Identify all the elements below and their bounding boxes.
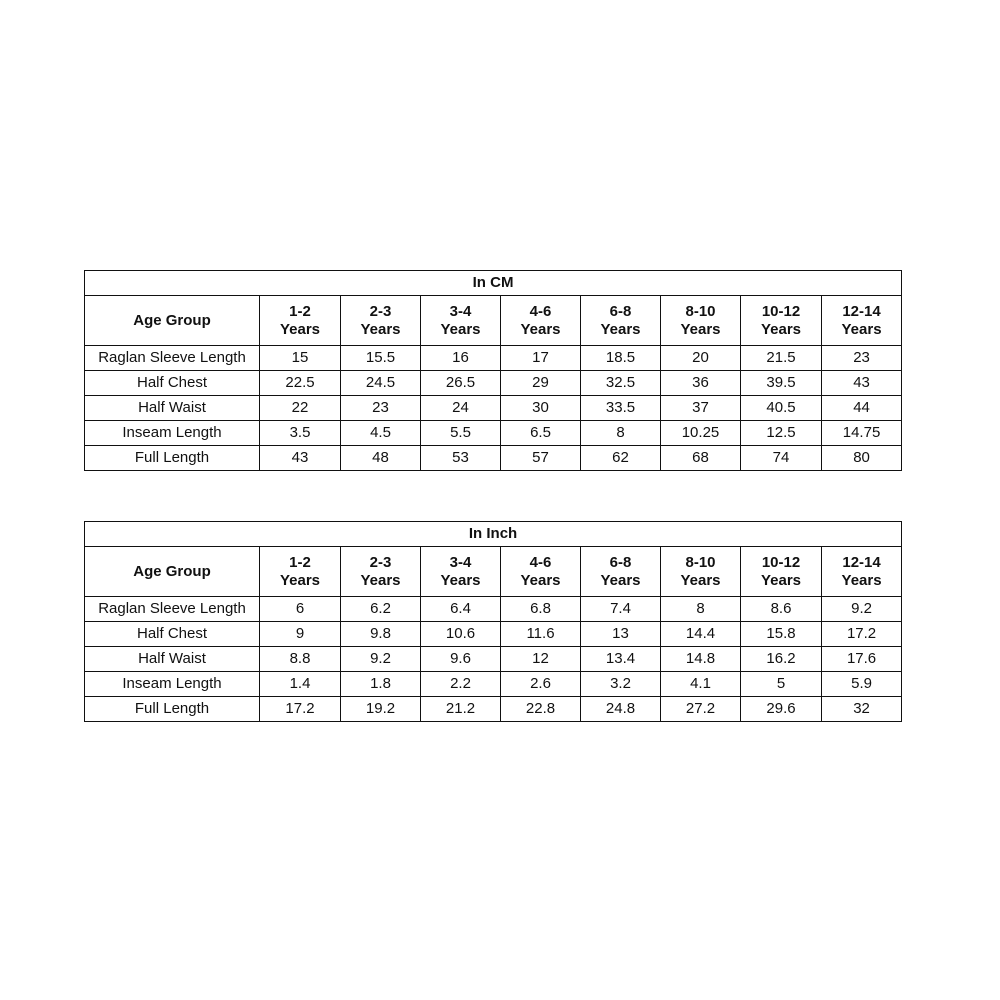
table-cell: 2.2 <box>421 672 501 697</box>
row-label: Full Length <box>85 697 260 722</box>
row-label: Inseam Length <box>85 421 260 446</box>
size-table-cm <box>84 270 902 471</box>
table-cell: 12 <box>501 647 581 672</box>
row-label: Raglan Sleeve Length <box>85 346 260 371</box>
age-range-label: 10-12 <box>761 553 801 571</box>
table-row <box>85 396 902 421</box>
table-row <box>85 597 902 622</box>
years-label: Years <box>841 571 882 589</box>
age-range-header <box>581 547 661 597</box>
age-group-header: Age Group <box>85 296 260 346</box>
row-label: Half Chest <box>85 622 260 647</box>
age-range-header <box>822 547 902 597</box>
table-cell: 29.6 <box>741 697 822 722</box>
table-cell: 26.5 <box>421 371 501 396</box>
table-cell: 14.4 <box>661 622 741 647</box>
table-cell: 14.8 <box>661 647 741 672</box>
table-cell: 6.2 <box>341 597 421 622</box>
table-cell: 16.2 <box>741 647 822 672</box>
table-row <box>85 371 902 396</box>
table-cell: 32.5 <box>581 371 661 396</box>
row-label: Half Chest <box>85 371 260 396</box>
table-cell: 21.5 <box>741 346 822 371</box>
age-range-label: 8-10 <box>685 553 716 571</box>
table-row <box>85 647 902 672</box>
table-cell: 15.5 <box>341 346 421 371</box>
age-group-header: Age Group <box>85 547 260 597</box>
row-label: Full Length <box>85 446 260 471</box>
age-range-header <box>741 547 822 597</box>
row-label: Inseam Length <box>85 672 260 697</box>
table-cell: 9.2 <box>822 597 902 622</box>
table-cell: 24.8 <box>581 697 661 722</box>
table-cell: 13 <box>581 622 661 647</box>
table-cell: 18.5 <box>581 346 661 371</box>
age-range-header <box>341 547 421 597</box>
years-label: Years <box>760 571 802 589</box>
age-range-label: 1-2 <box>289 553 311 571</box>
years-label: Years <box>841 320 882 338</box>
table-cell: 2.6 <box>501 672 581 697</box>
table-cell: 6 <box>260 597 341 622</box>
age-range-header <box>260 547 341 597</box>
years-label: Years <box>600 320 641 338</box>
table-cell: 4.5 <box>341 421 421 446</box>
table-cell: 9.8 <box>341 622 421 647</box>
years-label: Years <box>360 320 401 338</box>
years-label: Years <box>520 320 561 338</box>
table-cell: 14.75 <box>822 421 902 446</box>
table-cell: 17 <box>501 346 581 371</box>
table-cell: 24 <box>421 396 501 421</box>
row-label: Raglan Sleeve Length <box>85 597 260 622</box>
table-cell: 4.1 <box>661 672 741 697</box>
table-cell: 8.8 <box>260 647 341 672</box>
table-cell: 5 <box>741 672 822 697</box>
table-cell: 15 <box>260 346 341 371</box>
table-cell: 48 <box>341 446 421 471</box>
table-title-row <box>85 271 902 296</box>
table-cell: 12.5 <box>741 421 822 446</box>
age-range-header <box>501 547 581 597</box>
table-cell: 6.4 <box>421 597 501 622</box>
age-range-header <box>822 296 902 346</box>
table-cell: 6.5 <box>501 421 581 446</box>
table-cell: 80 <box>822 446 902 471</box>
age-range-header <box>260 296 341 346</box>
table-title-row <box>85 522 902 547</box>
table-cell: 17.2 <box>822 622 902 647</box>
table-cell: 40.5 <box>741 396 822 421</box>
table-cell: 10.6 <box>421 622 501 647</box>
table-cell: 5.5 <box>421 421 501 446</box>
table-cell: 53 <box>421 446 501 471</box>
age-range-label: 4-6 <box>529 553 552 571</box>
table-row <box>85 446 902 471</box>
table-cell: 30 <box>501 396 581 421</box>
age-range-label: 6-8 <box>609 302 632 320</box>
years-label: Years <box>440 320 481 338</box>
years-label: Years <box>279 320 321 338</box>
table-header-row <box>85 296 902 346</box>
table-cell: 68 <box>661 446 741 471</box>
table-cell: 44 <box>822 396 902 421</box>
table-cell: 39.5 <box>741 371 822 396</box>
years-label: Years <box>680 320 721 338</box>
years-label: Years <box>360 571 401 589</box>
table-cell: 57 <box>501 446 581 471</box>
table-cell: 19.2 <box>341 697 421 722</box>
table-row <box>85 672 902 697</box>
table-cell: 15.8 <box>741 622 822 647</box>
table-cell: 9 <box>260 622 341 647</box>
age-range-label: 1-2 <box>289 302 311 320</box>
table-cell: 3.5 <box>260 421 341 446</box>
age-range-label: 12-14 <box>842 302 881 320</box>
size-table-inch <box>84 521 902 722</box>
table-cell: 1.8 <box>341 672 421 697</box>
table-cell: 8.6 <box>741 597 822 622</box>
table-cell: 9.2 <box>341 647 421 672</box>
table-cell: 43 <box>822 371 902 396</box>
years-label: Years <box>680 571 721 589</box>
table-header-row <box>85 547 902 597</box>
table-cell: 22.5 <box>260 371 341 396</box>
table-row <box>85 421 902 446</box>
table-row <box>85 622 902 647</box>
table-cell: 23 <box>341 396 421 421</box>
table-cell: 22.8 <box>501 697 581 722</box>
age-range-header <box>661 547 741 597</box>
table-cell: 17.6 <box>822 647 902 672</box>
table-cell: 11.6 <box>501 622 581 647</box>
age-range-label: 2-3 <box>369 553 392 571</box>
age-range-header <box>661 296 741 346</box>
age-range-label: 10-12 <box>761 302 801 320</box>
age-range-header <box>421 547 501 597</box>
table-cell: 29 <box>501 371 581 396</box>
age-range-label: 4-6 <box>529 302 552 320</box>
age-range-header <box>341 296 421 346</box>
table-cell: 10.25 <box>661 421 741 446</box>
age-range-label: 8-10 <box>685 302 716 320</box>
age-range-label: 3-4 <box>449 302 472 320</box>
table-cell: 20 <box>661 346 741 371</box>
table-title: In Inch <box>85 522 902 547</box>
table-cell: 3.2 <box>581 672 661 697</box>
table-cell: 6.8 <box>501 597 581 622</box>
table-cell: 8 <box>661 597 741 622</box>
age-range-header <box>741 296 822 346</box>
table-cell: 1.4 <box>260 672 341 697</box>
years-label: Years <box>440 571 481 589</box>
table-row <box>85 697 902 722</box>
years-label: Years <box>279 571 321 589</box>
table-cell: 22 <box>260 396 341 421</box>
table-cell: 37 <box>661 396 741 421</box>
table-cell: 62 <box>581 446 661 471</box>
table-cell: 9.6 <box>421 647 501 672</box>
table-cell: 32 <box>822 697 902 722</box>
table-cell: 33.5 <box>581 396 661 421</box>
table-cell: 17.2 <box>260 697 341 722</box>
table-cell: 74 <box>741 446 822 471</box>
table-cell: 21.2 <box>421 697 501 722</box>
years-label: Years <box>520 571 561 589</box>
table-cell: 8 <box>581 421 661 446</box>
age-range-header <box>501 296 581 346</box>
age-range-label: 6-8 <box>609 553 632 571</box>
age-range-header <box>421 296 501 346</box>
age-range-label: 12-14 <box>842 553 881 571</box>
years-label: Years <box>760 320 802 338</box>
table-title: In CM <box>85 271 902 296</box>
table-cell: 27.2 <box>661 697 741 722</box>
table-row <box>85 346 902 371</box>
age-range-label: 2-3 <box>369 302 392 320</box>
age-range-label: 3-4 <box>449 553 472 571</box>
age-range-header <box>581 296 661 346</box>
row-label: Half Waist <box>85 396 260 421</box>
table-cell: 23 <box>822 346 902 371</box>
table-cell: 24.5 <box>341 371 421 396</box>
table-cell: 7.4 <box>581 597 661 622</box>
table-cell: 13.4 <box>581 647 661 672</box>
table-cell: 43 <box>260 446 341 471</box>
row-label: Half Waist <box>85 647 260 672</box>
table-cell: 36 <box>661 371 741 396</box>
years-label: Years <box>600 571 641 589</box>
table-cell: 16 <box>421 346 501 371</box>
table-cell: 5.9 <box>822 672 902 697</box>
